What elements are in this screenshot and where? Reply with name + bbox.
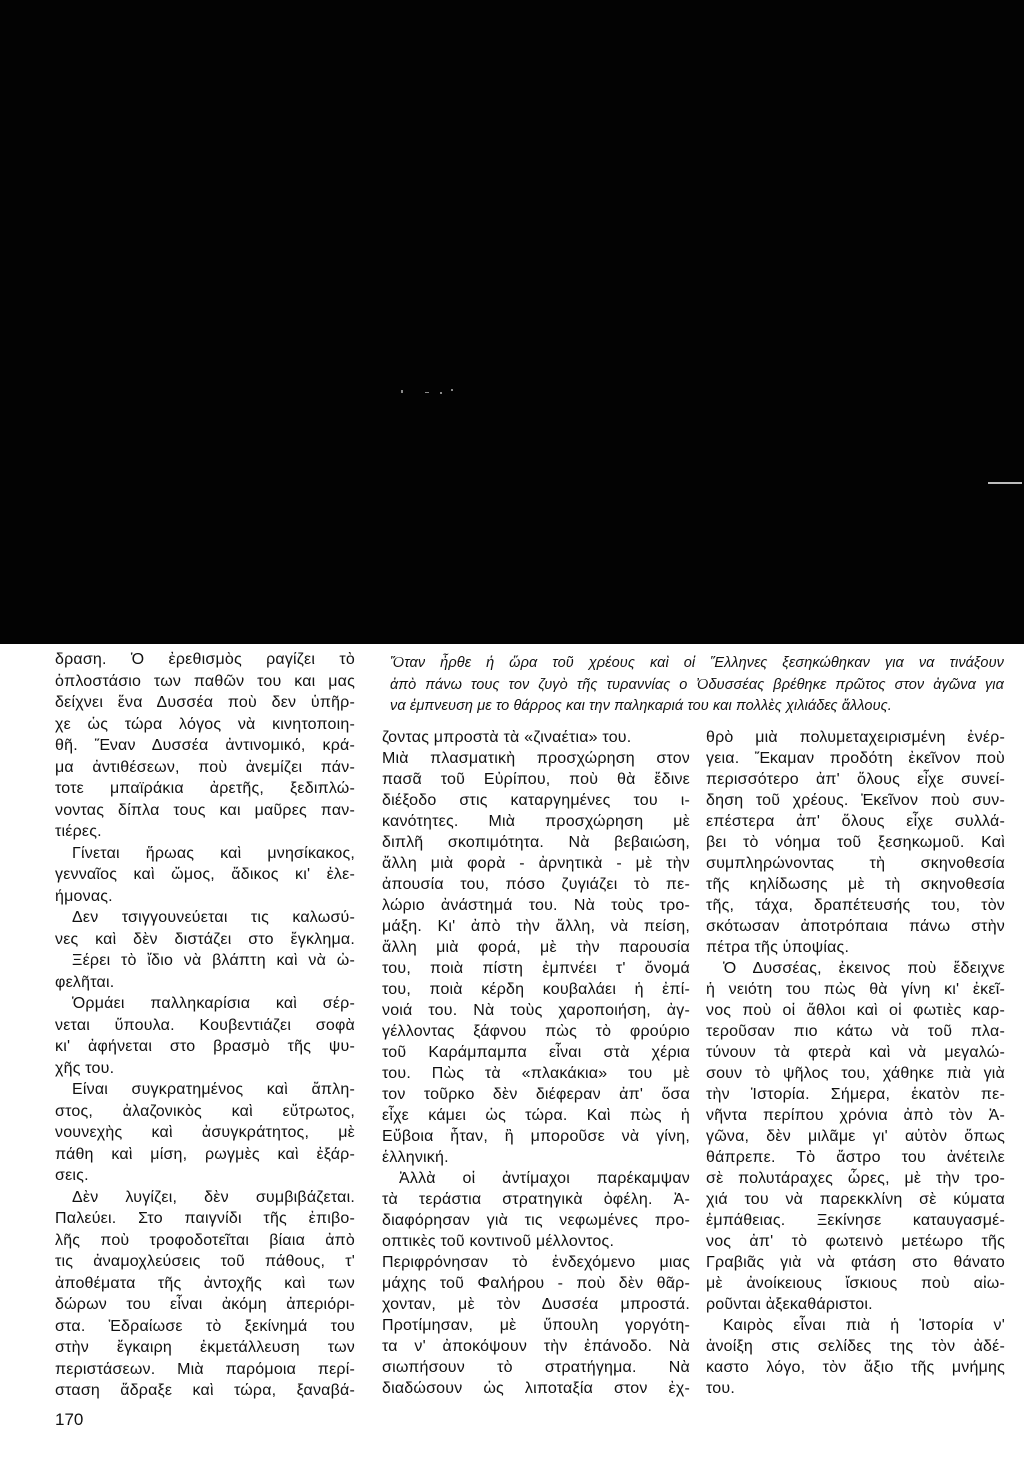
text-line: τὴν Ἱστορία. Σήμερα, ἑκατὸν πε- [706, 1086, 1005, 1103]
photo-speck [401, 390, 403, 393]
page-number: 170 [55, 1410, 84, 1429]
caption-line: ἀπὸ πάνω τους τον ζυγὸ τῆς τυραννίας ο Ὀδυσσέας βρέθηκε πρῶτος στον ἀγῶνα για [390, 676, 1004, 693]
text-line: ἀπουσία του, πόσο ζυγιάζει τὸ πε- [382, 876, 690, 893]
text-column-middle [382, 727, 690, 1399]
text-line: Μιὰ πλασματικὴ προσχώρηση στον [382, 750, 690, 767]
text-line: τον τοῦρκο δὲν διέφεραν ἀπ' ὅσα [382, 1086, 690, 1103]
text-line: πάθη καὶ μίση, ρωγμὲς καὶ ἐξάρ- [55, 1145, 355, 1163]
caption-line: να ἐμπνευση με το θάρρος και την παληκαριά του και πολλὲς χιλιάδες ἄλλους. [390, 698, 892, 714]
text-line: μα ἀντιθέσεων, ποὺ ἀνεμίζει πάν- [55, 758, 355, 776]
text-line: Εὔβοια ἦταν, ἢ μποροῦσε νὰ γίνη, [382, 1128, 690, 1145]
text-line: Προτίμησαν, μὲ ὕπουλη γοργότη- [382, 1317, 690, 1334]
text-line: ήμονας. [55, 887, 113, 905]
text-line: δηση τοῦ χρέους. Ἐκεῖνον ποὺ συν- [706, 792, 1005, 809]
text-line: τύνουν τὰ φτερὰ καὶ νὰ μεγαλώ- [706, 1044, 1005, 1061]
text-line: στὴν ἔγκαιρη ἐκμετάλλευση των [55, 1339, 355, 1356]
text-line: ζοντας μπροστὰ τὰ «ζιναέτια» του. [382, 729, 632, 746]
text-line: επέστερα ἀπ' ὅλους εἶχε συλλά- [706, 813, 1005, 830]
text-line: νουνεχὴς καὶ ἀσυγκράτητος, μὲ [55, 1124, 355, 1141]
text-line: νες καὶ δὲν διστάζει στο ἔγκλημα. [55, 930, 355, 948]
text-line: ἀνοίξη στις σελίδες της τὸν ἀδέ- [706, 1338, 1005, 1355]
text-line: Ὁρμάει παλληκαρίσια καὶ σέρ- [72, 995, 355, 1012]
text-line: θρὸ μιὰ πολυμεταχειρισμένη ἐνέρ- [706, 729, 1005, 746]
text-line: περιστάσεων. Μιὰ παρόμοια περί- [55, 1360, 355, 1378]
text-line: χονταν, μὲ τὸν Δυσσέα μπροστά. [382, 1296, 690, 1313]
photo-speck [425, 392, 429, 393]
text-line: κι' ἀφήνεται στο βρασμὸ τῆς ψυ- [55, 1038, 355, 1055]
text-line: ἑλληνική. [382, 1149, 449, 1166]
text-line: πέτρα τῆς ὑποψίας. [706, 939, 850, 956]
text-line: νος ποὺ οἱ ἄθλοι καὶ οἱ φωτιὲς καρ- [706, 1002, 1005, 1019]
text-column-right [706, 727, 1005, 1399]
photo-area [0, 0, 1024, 644]
text-line: Ξέρει τὸ ἴδιο νὰ βλάπτη καὶ νὰ ὠ- [72, 952, 355, 969]
text-line: χε ὡς τώρα λόγος νὰ κινητοποιη- [55, 715, 355, 733]
text-line: σὲ πολυτάραχες ὧρες, μὲ τὴν τρο- [706, 1170, 1005, 1187]
text-line: τοτε μπαϊράκια ἀρετῆς, ξεδιπλώ- [55, 780, 355, 797]
text-line: στος, ἀλαζονικὸς καὶ εὔτρωτος, [55, 1102, 355, 1120]
text-line: τα ν' ἀποκόψουν τὴν ἐπάνοδο. Νὰ [382, 1338, 690, 1355]
text-line: κανότητες. Μιὰ προσχώρηση μὲ [382, 813, 690, 830]
text-line: διέξοδο στις καταργημένες του ι- [382, 792, 690, 809]
text-line: Γραβιᾶς γιὰ νὰ φτάση στο θάνατο [706, 1254, 1005, 1271]
text-line: ἄλλη μιὰ φορά, μὲ τὴν παρουσία [382, 939, 690, 956]
text-line: σεις. [55, 1167, 89, 1184]
text-line: τὰ τεράστια στρατηγικὰ ὀφέλη. Ἀ- [382, 1191, 690, 1208]
text-line: νῆντα περίπου χρόνια ἀπὸ τὸν Ἀ- [706, 1107, 1005, 1124]
text-line: τιέρες. [55, 823, 102, 840]
text-line: τοῦ Καράμπαμπα εἶναι στὰ χέρια [382, 1044, 690, 1061]
text-line: σουν τὸ ψῆλος του, χάθηκε πιὰ γιὰ [706, 1065, 1005, 1082]
text-line: ἄλλη μιὰ φορὰ - ἀρνητικὰ - μὲ τὴν [382, 855, 690, 872]
text-line: Είναι συγκρατημένος καὶ ἄπλη- [72, 1081, 355, 1098]
text-line: σιωπήσουν τὸ στρατήγημα. Νὰ [382, 1359, 690, 1376]
text-line: του, ποιὰ κέρδη κουβαλάει ἡ ἐπί- [382, 981, 690, 998]
text-line: γενναῖος καὶ ὤμος, ἄδικος κι' ἐλε- [55, 866, 355, 883]
text-line: τις ἀναμοχλεύσεις τοῦ πάθους, τ' [55, 1253, 355, 1270]
text-line: νος ἀπ' τὸ φωτεινὸ μετέωρο τῆς [706, 1233, 1005, 1250]
text-line: ἀποθέματα τῆς ἀντοχῆς καὶ των [55, 1274, 355, 1292]
text-line: δραση. Ὁ ἐρεθισμὸς ραγίζει τὸ [55, 651, 355, 668]
text-line: νεται ὕπουλα. Κουβεντιάζει σοφὰ [55, 1016, 355, 1034]
text-line: δώρων του εἶναι ἀκόμη ἀπεριόρι- [55, 1296, 355, 1313]
text-line: καστο λόγο, τὸν ἄξιο τῆς μνήμης [706, 1359, 1005, 1376]
text-line: περισσότερο ἀπ' ὅλους εἶχε συνεί- [706, 771, 1005, 788]
text-line: γεια. Ἔκαμαν προδότη ἐκεῖνον ποὺ [706, 750, 1005, 767]
text-line: συμπληρώνοντας τὴ σκηνοθεσία [706, 855, 1005, 872]
text-line: Περιφρόνησαν τὸ ἐνδεχόμενο μιας [382, 1254, 690, 1271]
text-line: στα. Ἑδραίωσε τὸ ξεκίνημά του [55, 1317, 355, 1335]
text-line: σταση ἅδραξε καὶ τώρα, ξαναβά- [55, 1382, 355, 1399]
text-line: λώριο ἀνάστημά του. Νὰ τοὺς τρο- [382, 897, 690, 914]
text-line: μὲ ἀνοίκειους ἴσκιους ποὺ αἰω- [706, 1275, 1005, 1292]
text-line: Ἀλλὰ οἱ ἀντίμαχοι παρέκαμψαν [399, 1170, 690, 1187]
text-line: γῶνα, δὲν μιλᾶμε γι' αὐτὸν ὅπως [706, 1128, 1005, 1145]
text-line: οπτικὲς τοῦ κοντινοῦ μέλλοντος. [382, 1233, 615, 1250]
text-line: τῆς κηλίδωσης μὲ τὴ σκηνοθεσία [706, 876, 1005, 893]
text-line: διαφόρησαν γιὰ τις νεφωμένες προ- [382, 1212, 690, 1229]
text-line: τεροῦσαν πιο κάτω νὰ τοῦ πλα- [706, 1023, 1005, 1040]
text-line: μάξη. Κι' ἀπὸ τὴν ἄλλη, νὰ πείση, [382, 918, 690, 935]
text-line: θάπρεπε. Τὸ ἄστρο του ἀνέτειλε [706, 1149, 1005, 1166]
text-column-left [55, 649, 355, 1402]
text-line: χιά του νὰ παρεκκλίνη σὲ κύματα [706, 1191, 1005, 1208]
photo-edge-mark [988, 482, 1022, 484]
text-line: του, ποιὰ πίστη ἐμπνέει τ' ὄνομά [382, 960, 690, 977]
text-line: ἐμπάθειας. Ξεκίνησε καταυγασμέ- [706, 1212, 1005, 1229]
photo-speck [440, 392, 442, 394]
text-line: ἡ νειότη του πὼς θὰ γίνη κι' ἐκεῖ- [706, 981, 1005, 998]
text-line: Δὲν λυγίζει, δὲν συμβιβάζεται. [72, 1188, 355, 1206]
text-line: ὁπλοστάσιο των παθῶν του και μας [55, 672, 355, 690]
photo-caption [390, 653, 1004, 718]
text-line: Ὁ Δυσσέας, ἐκεινος ποὺ ἔδειχνε [723, 960, 1005, 977]
caption-line: Ὅταν ἦρθε ἡ ὥρα τοῦ χρέους καὶ οἱ Ἕλληνες ξεσηκώθηκαν για να τινάξουν [390, 655, 1004, 671]
text-line: μάχης τοῦ Φαλήρου - ποὺ δὲν θᾶρ- [382, 1275, 690, 1292]
text-line: θῆ. Ἕναν Δυσσέα ἀντινομικό, κρά- [55, 737, 355, 754]
text-line: του. Πὼς τὰ «πλακάκια» του μὲ [382, 1065, 690, 1082]
text-line: γέλλοντας ξάφνου πὼς τὸ φρούριο [382, 1023, 690, 1040]
text-line: βει τὸ νόημα τοῦ ξεσηκωμοῦ. Καὶ [706, 834, 1005, 851]
text-line: διαδώσουν ὡς λιποταξία στον ἐχ- [382, 1380, 690, 1397]
text-line: νοιά του. Νὰ τοὺς χαροποιήση, ἀγ- [382, 1002, 690, 1019]
text-line: του. [706, 1380, 735, 1397]
text-line: Γίνεται ἥρωας καὶ μνησίκακος, [72, 844, 355, 862]
text-line: Καιρὸς εἶναι πιὰ ἡ Ἱστορία ν' [723, 1317, 1005, 1334]
text-line: Δεν τσιγγουνεύεται τις καλωσύ- [72, 909, 355, 926]
text-line: νοντας δίπλα τους και μαῦρες παν- [55, 801, 355, 819]
text-line: χῆς του. [55, 1059, 115, 1077]
text-line: λῆς ποὺ τροφοδοτεῖται βίαια ἀπὸ [55, 1231, 355, 1249]
text-line: Παλεύει. Στο παιγνίδι τῆς ἐπιβο- [55, 1210, 355, 1227]
text-line: διπλῆ σκοπιμότητα. Νὰ βεβαιώση, [382, 834, 690, 851]
text-line: πασᾶ τοῦ Εὐρίπου, ποὺ θὰ ἔδινε [382, 771, 690, 788]
text-line: εἶχε κάμει ὡς τώρα. Καὶ πὼς ἡ [382, 1107, 690, 1124]
text-line: φελῆται. [55, 973, 115, 991]
text-line: δείχνει ἕνα Δυσσέα ποὺ δεν ὑπῆρ- [55, 694, 355, 711]
text-line: σκότωσαν ἀποτρόπαια πάνω στὴν [706, 918, 1005, 935]
text-line: ροῦνται ἀξεκαθάριστοι. [706, 1296, 873, 1313]
photo-speck [451, 389, 453, 391]
text-line: τῆς, τάχα, δραπέτευσής του, τὸν [706, 897, 1005, 914]
